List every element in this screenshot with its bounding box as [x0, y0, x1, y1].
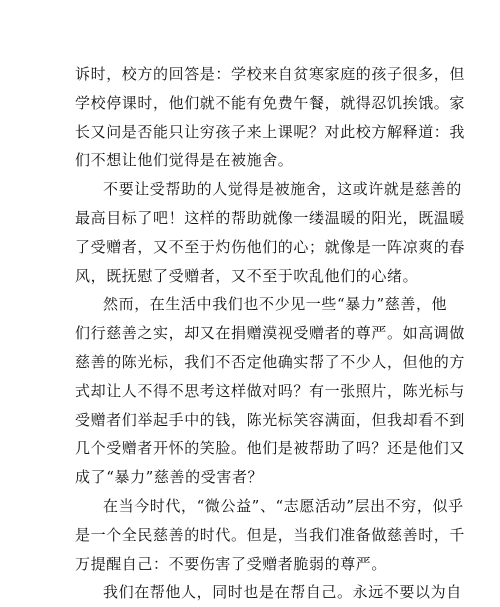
text-line-2: 学校停课时，他们就不能有免费午餐，就得忍饥挨饿。家: [75, 93, 466, 112]
text-line-12: 式却让人不得不思考这样做对吗？有一张照片，陈光标与: [75, 381, 466, 400]
text-line-7: 了受赠者，又不至于灼伤他们的心；就像是一阵凉爽的春: [75, 237, 466, 256]
text-line-17: 是一个全民慈善的时代。但是，当我们准备做慈善时，千: [75, 525, 466, 544]
text-line-14: 几个受赠者开怀的笑脸。他们是被帮助了吗？还是他们又: [75, 439, 466, 458]
text-line-16: 在当今时代，“微公益”、“志愿活动”层出不穷，似乎: [103, 496, 464, 515]
text-line-1: 诉时，校方的回答是：学校来自贫寒家庭的孩子很多，但: [75, 65, 466, 83]
text-line-4: 们不想让他们觉得是在被施舍。: [75, 151, 294, 170]
text-line-15: 成了“暴力”慈善的受害者？: [75, 468, 264, 487]
text-line-8: 风，既抚慰了受赠者，又不至于吹乱他们的心绪。: [75, 266, 419, 285]
text-line-3: 长又问是否能只让穷孩子来上课呢？对此校方解释道：我: [75, 122, 466, 141]
text-line-18: 万提醒自己：不要伤害了受赠者脆弱的尊严。: [75, 554, 388, 573]
text-line-5: 不要让受帮助的人觉得是被施舍，这或许就是慈善的: [103, 180, 462, 199]
text-line-10: 们行慈善之实，却又在捐赠漠视受赠者的尊严。如高调做: [75, 324, 466, 343]
text-line-9: 然而，在生活中我们也不少见一些“暴力”慈善，他: [103, 295, 448, 314]
text-line-6: 最高目标了吧！这样的帮助就像一缕温暖的阳光，既温暖: [75, 208, 466, 227]
text-line-11: 慈善的陈光标，我们不否定他确实帮了不少人，但他的方: [75, 352, 466, 371]
body-text: [75, 60, 466, 607]
text-line-19: 我们在帮他人，同时也是在帮自己。永远不要以为自: [103, 583, 462, 602]
text-line-13: 受赠者们举起手中的钱，陈光标笑容满面，但我却看不到: [75, 410, 466, 429]
